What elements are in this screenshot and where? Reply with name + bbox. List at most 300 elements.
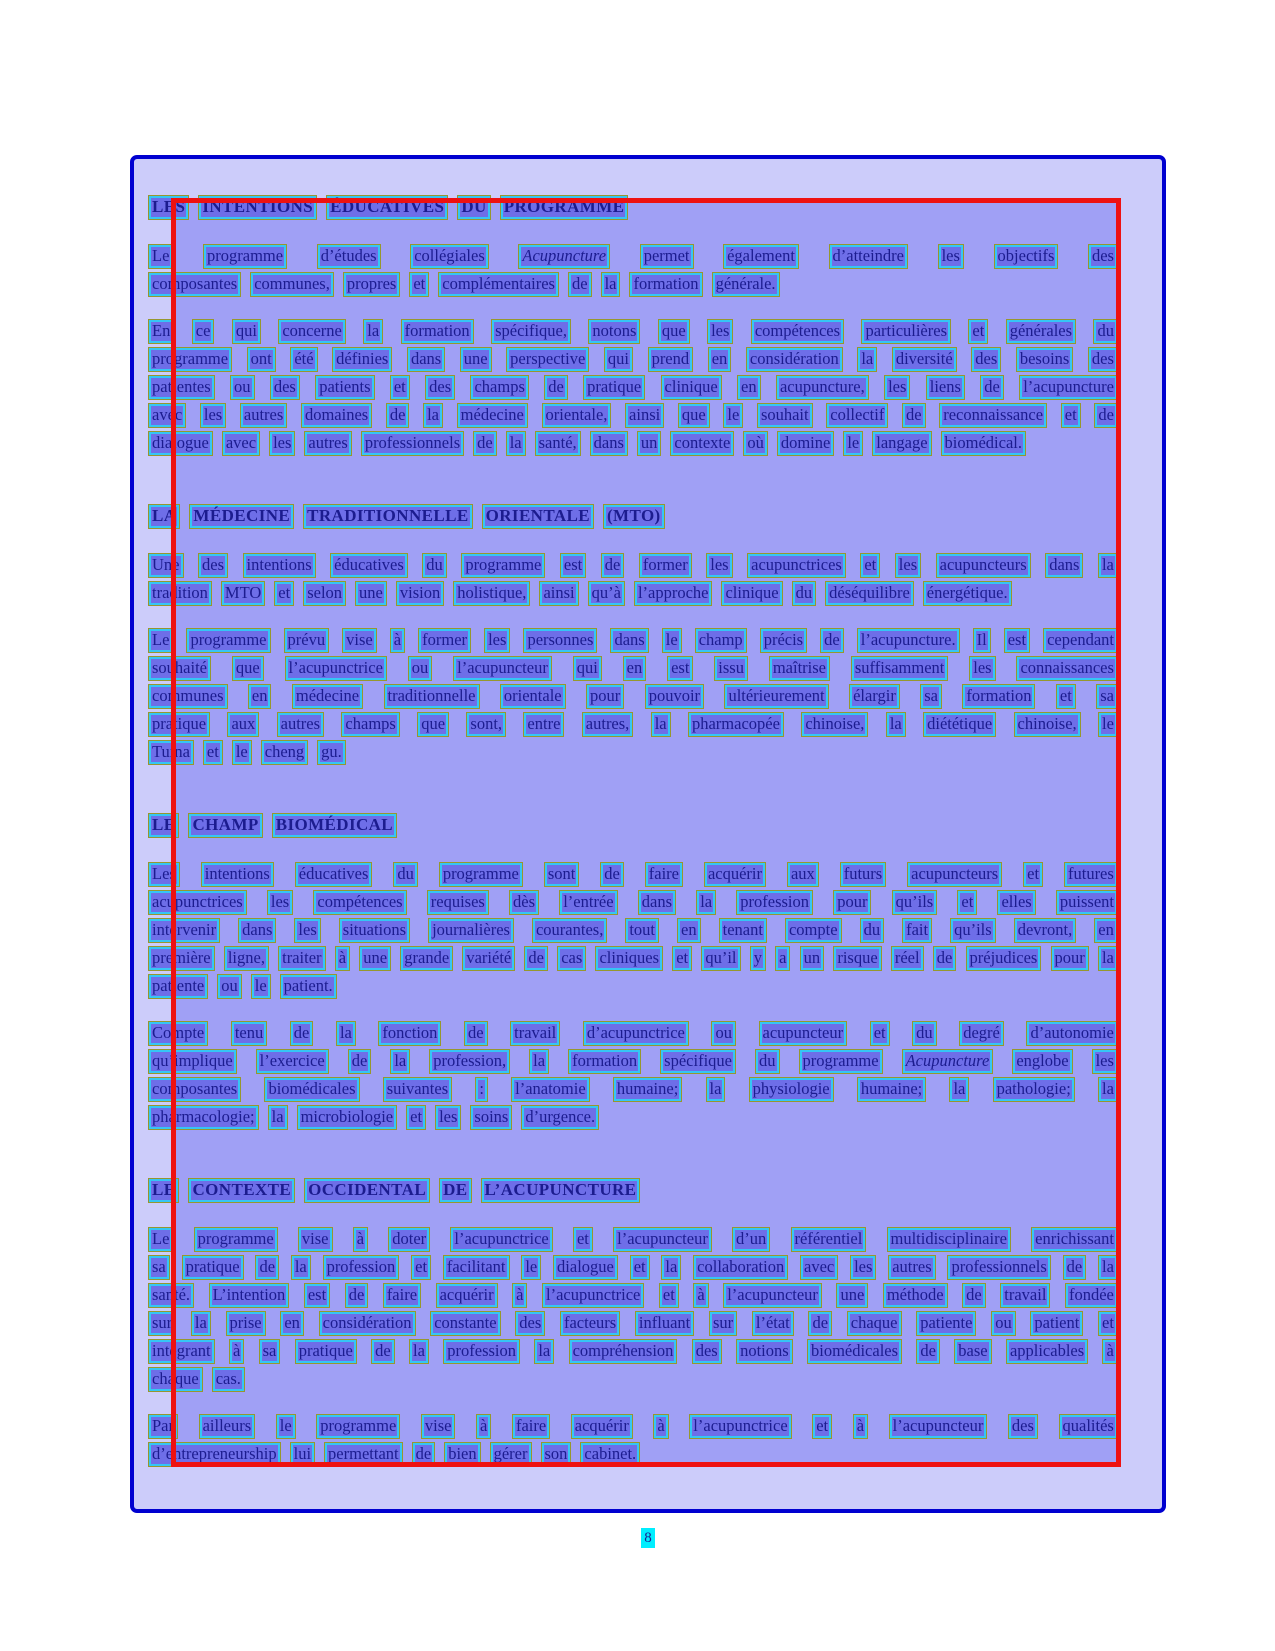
- ocr-word-box: profession: [443, 1339, 520, 1364]
- ocr-word-box: communes: [148, 684, 228, 709]
- ocr-word-box: domine: [777, 431, 835, 456]
- ocr-word-box: orientale: [500, 684, 566, 709]
- ocr-word-box: biomédicales: [264, 1077, 359, 1102]
- ocr-word-box: à: [229, 1339, 244, 1364]
- ocr-word-box: selon: [303, 581, 346, 606]
- ocr-word-box: l’acupunctrice: [450, 1227, 552, 1252]
- ocr-word-box: la: [191, 1311, 211, 1336]
- ocr-word-box: précis: [760, 628, 807, 653]
- ocr-word-box: les: [884, 375, 910, 400]
- ocr-word-box: une: [355, 581, 387, 606]
- ocr-word-box: propres: [343, 272, 400, 297]
- ocr-word-box: ou: [408, 656, 433, 681]
- ocr-word-box: clinique: [661, 375, 722, 400]
- ocr-word-box: est: [560, 553, 586, 578]
- ocr-word-box: programme: [799, 1049, 883, 1074]
- ocr-word-box: liens: [926, 375, 965, 400]
- ocr-word-box: les: [484, 628, 510, 653]
- ocr-word-box: son: [541, 1442, 572, 1467]
- ocr-word-box: acupunctrices: [747, 553, 846, 578]
- ocr-word-box: compte: [785, 918, 842, 943]
- ocr-word-box: intégrant: [148, 1339, 215, 1364]
- ocr-word-box: en: [280, 1311, 304, 1336]
- paragraph: [148, 319, 1118, 456]
- ocr-word-box: influant: [635, 1311, 694, 1336]
- ocr-word-box: médecine: [292, 684, 363, 709]
- ocr-word-box: maîtrise: [769, 656, 830, 681]
- ocr-word-box: pharmacopée: [688, 712, 784, 737]
- ocr-word-box: tenant: [719, 918, 767, 943]
- ocr-word-box: dans: [1045, 553, 1083, 578]
- ocr-word-box: de: [980, 375, 1004, 400]
- text-line: [148, 1414, 1118, 1439]
- ocr-word-box: en: [677, 918, 701, 943]
- ocr-word-box: pratique: [295, 1339, 357, 1364]
- ocr-word-box: avec: [800, 1255, 838, 1280]
- ocr-word-box: la: [268, 1105, 288, 1130]
- ocr-word-box: chinoise,: [1014, 712, 1081, 737]
- ocr-word-box: intervenir: [148, 918, 220, 943]
- text-line: [148, 1227, 1118, 1252]
- ocr-word-box: vise: [298, 1227, 333, 1252]
- ocr-word-box: éducatives: [330, 553, 408, 578]
- document-content: [148, 195, 1118, 1470]
- ocr-word-box: éducatives: [295, 862, 373, 887]
- ocr-word-box: de: [412, 1442, 436, 1467]
- ocr-word-box: qu’ils: [892, 890, 938, 915]
- ocr-word-box: acquérir: [571, 1414, 633, 1439]
- ocr-word-box: d’entrepreneurship: [148, 1442, 281, 1467]
- ocr-word-box: les: [850, 1255, 876, 1280]
- ocr-word-box: l’acupunctrice: [542, 1283, 644, 1308]
- ocr-word-box: que: [417, 712, 449, 737]
- ocr-word-box: INTENTIONS: [198, 195, 317, 220]
- ocr-word-box: de: [902, 403, 926, 428]
- ocr-word-box: LA: [148, 504, 180, 529]
- ocr-word-box: et: [390, 375, 410, 400]
- ocr-word-box: la: [1098, 1255, 1118, 1280]
- ocr-word-box: ou: [711, 1021, 736, 1046]
- heading-line: [148, 504, 1118, 529]
- ocr-word-box: sur: [709, 1311, 737, 1336]
- ocr-word-box: d’atteindre: [829, 244, 908, 269]
- text-line: [148, 1105, 1118, 1130]
- ocr-word-box: où: [743, 431, 768, 456]
- ocr-word-box: et: [672, 946, 692, 971]
- ocr-word-box: les: [435, 1105, 461, 1130]
- ocr-word-box: de: [345, 1283, 369, 1308]
- text-line: [148, 1442, 1118, 1467]
- ocr-word-box: le: [1098, 712, 1118, 737]
- text-line: [148, 319, 1118, 344]
- ocr-word-box: holistique,: [453, 581, 530, 606]
- ocr-word-box: entre: [523, 712, 564, 737]
- ocr-word-box: programme: [203, 244, 287, 269]
- ocr-word-box: santé.: [148, 1283, 194, 1308]
- ocr-word-box: qui: [232, 319, 261, 344]
- ocr-word-box: et: [406, 1105, 426, 1130]
- ocr-word-box: grande: [400, 946, 453, 971]
- ocr-word-box: de: [544, 375, 568, 400]
- ocr-word-box: formation: [401, 319, 474, 344]
- ocr-word-box: la: [886, 712, 906, 737]
- ocr-word-box: sa: [1096, 684, 1118, 709]
- ocr-word-box: Compte: [148, 1021, 208, 1046]
- ocr-word-box: compétences: [313, 890, 406, 915]
- ocr-word-box: ou: [991, 1311, 1016, 1336]
- ocr-word-box: L’intention: [209, 1283, 290, 1308]
- ocr-word-box: faire: [383, 1283, 421, 1308]
- ocr-word-box: humaine;: [613, 1077, 682, 1102]
- ocr-word-box: une: [836, 1283, 868, 1308]
- text-line: [148, 581, 1118, 606]
- ocr-word-box: des: [692, 1339, 722, 1364]
- ocr-word-box: à: [1102, 1339, 1117, 1364]
- ocr-word-box: acupuncteurs: [907, 862, 1002, 887]
- ocr-word-box: en: [737, 375, 761, 400]
- ocr-word-box: la: [651, 712, 671, 737]
- ocr-word-box: les: [294, 918, 320, 943]
- ocr-word-box: ont: [247, 347, 276, 372]
- ocr-word-box: l’acupunctrice: [285, 656, 387, 681]
- ocr-word-box: traiter: [278, 946, 325, 971]
- text-line: [148, 1367, 1118, 1392]
- ocr-word-box: avec: [222, 431, 260, 456]
- ocr-word-box: chaque: [847, 1311, 902, 1336]
- ocr-word-box: une: [359, 946, 391, 971]
- ocr-word-box: Le: [148, 244, 173, 269]
- ocr-word-box: à: [512, 1283, 527, 1308]
- text-line: [148, 272, 1118, 297]
- ocr-word-box: du: [422, 553, 447, 578]
- ocr-word-box: former: [418, 628, 471, 653]
- ocr-word-box: cliniques: [595, 946, 663, 971]
- ocr-word-box: communes,: [250, 272, 334, 297]
- paragraph: [148, 553, 1118, 606]
- section-heading: [148, 1178, 1118, 1203]
- ocr-word-box: situations: [339, 918, 410, 943]
- text-line: [148, 740, 1118, 765]
- text-line: [148, 1255, 1118, 1280]
- ocr-word-box: le: [251, 974, 271, 999]
- ocr-word-box: pratique: [148, 712, 210, 737]
- ocr-word-box: dans: [407, 347, 445, 372]
- ocr-word-box: des: [971, 347, 1001, 372]
- ocr-word-box: l’acupunctrice: [689, 1414, 791, 1439]
- ocr-word-box: pouvoir: [645, 684, 704, 709]
- ocr-word-box: intentions: [243, 553, 316, 578]
- ocr-word-box: intentions: [201, 862, 274, 887]
- page-footer: [130, 1528, 1166, 1548]
- ocr-word-box: pharmacologie;: [148, 1105, 259, 1130]
- ocr-word-box: champs: [341, 712, 399, 737]
- ocr-word-box: l’anatomie: [511, 1077, 590, 1102]
- paragraph: [148, 1414, 1118, 1467]
- ocr-word-box: langage: [872, 431, 931, 456]
- ocr-word-box: soins: [470, 1105, 512, 1130]
- ocr-word-box: programme: [148, 347, 232, 372]
- paragraph: [148, 1021, 1118, 1130]
- ocr-word-box: de: [962, 1283, 986, 1308]
- ocr-word-box: sont,: [466, 712, 506, 737]
- ocr-word-box: lui: [290, 1442, 315, 1467]
- ocr-word-box: en: [1094, 918, 1118, 943]
- ocr-word-box: la: [661, 1255, 681, 1280]
- ocr-word-box: constante: [430, 1311, 500, 1336]
- ocr-word-box: cependant: [1043, 628, 1118, 653]
- ocr-word-box: tenu: [231, 1021, 267, 1046]
- ocr-word-box: contexte: [670, 431, 734, 456]
- text-line: [148, 656, 1118, 681]
- text-line: [148, 375, 1118, 400]
- ocr-word-box: la: [336, 1021, 356, 1046]
- ocr-word-box: avec: [148, 403, 186, 428]
- ocr-word-box: PROGRAMME: [500, 195, 629, 220]
- ocr-word-box: du: [1093, 319, 1118, 344]
- ocr-word-box: de: [600, 862, 624, 887]
- ocr-word-box: tradition: [148, 581, 212, 606]
- ocr-word-box: et: [1023, 862, 1043, 887]
- ocr-word-box: définies: [332, 347, 392, 372]
- text-line: [148, 1283, 1118, 1308]
- ocr-word-box: patient: [1030, 1311, 1083, 1336]
- ocr-word-box: patiente: [916, 1311, 976, 1336]
- ocr-word-box: également: [723, 244, 799, 269]
- ocr-word-box: humaine;: [857, 1077, 926, 1102]
- ocr-word-box: (MTO): [603, 504, 665, 529]
- ocr-word-box: biomédical.: [941, 431, 1026, 456]
- ocr-word-box: suivantes: [383, 1077, 452, 1102]
- ocr-word-box: DE: [439, 1178, 471, 1203]
- ocr-word-box: patient.: [280, 974, 337, 999]
- ocr-word-box: du: [755, 1049, 780, 1074]
- ocr-word-box: professionnels: [361, 431, 464, 456]
- ocr-word-box: profession: [736, 890, 813, 915]
- ocr-word-box: cas: [557, 946, 586, 971]
- ocr-word-box: la: [363, 319, 383, 344]
- ocr-word-box: l’acupuncteur: [453, 656, 552, 681]
- ocr-word-box: physiologie: [749, 1077, 834, 1102]
- ocr-word-box: TRADITIONNELLE: [303, 504, 472, 529]
- ocr-word-box: de: [255, 1255, 279, 1280]
- ocr-word-box: MTO: [221, 581, 265, 606]
- ocr-word-box: sont: [544, 862, 580, 887]
- ocr-word-box: biomédicales: [807, 1339, 902, 1364]
- ocr-word-box: sa: [148, 1255, 170, 1280]
- ocr-word-box: la: [409, 1339, 429, 1364]
- document-page: [130, 155, 1166, 1513]
- ocr-word-box: fait: [902, 918, 932, 943]
- ocr-word-box: chinoise,: [801, 712, 868, 737]
- text-line: [148, 553, 1118, 578]
- ocr-word-box: Acupuncture: [902, 1049, 994, 1074]
- ocr-word-box: connaissances: [1016, 656, 1117, 681]
- ocr-word-box: sa: [920, 684, 942, 709]
- ocr-word-box: et: [659, 1283, 679, 1308]
- ocr-word-box: collégiales: [410, 244, 489, 269]
- ocr-word-box: variété: [462, 946, 515, 971]
- ocr-word-box: de: [916, 1339, 940, 1364]
- ocr-word-box: déséquilibre: [825, 581, 914, 606]
- ocr-word-box: qu’implique: [148, 1049, 237, 1074]
- ocr-word-box: ORIENTALE: [482, 504, 594, 529]
- ocr-word-box: programme: [461, 553, 545, 578]
- ocr-word-box: Tuina: [148, 740, 194, 765]
- ocr-word-box: de: [1094, 403, 1118, 428]
- ocr-word-box: la: [1098, 1077, 1118, 1102]
- ocr-word-box: le: [276, 1414, 296, 1439]
- ocr-word-box: la: [291, 1255, 311, 1280]
- ocr-word-box: et: [203, 740, 223, 765]
- ocr-word-box: notons: [588, 319, 640, 344]
- ocr-word-box: fonction: [378, 1021, 441, 1046]
- text-line: [148, 347, 1118, 372]
- ocr-word-box: un: [800, 946, 825, 971]
- ocr-word-box: de: [933, 946, 957, 971]
- ocr-word-box: domaines: [301, 403, 372, 428]
- ocr-word-box: requises: [427, 890, 489, 915]
- text-line: [148, 890, 1118, 915]
- ocr-word-box: première: [148, 946, 215, 971]
- ocr-word-box: vise: [342, 628, 377, 653]
- ocr-word-box: et: [812, 1414, 832, 1439]
- ocr-word-box: travail: [510, 1021, 560, 1046]
- ocr-word-box: facilitant: [443, 1255, 510, 1280]
- ocr-word-box: des: [1088, 244, 1118, 269]
- ocr-word-box: concerne: [278, 319, 346, 344]
- ocr-word-box: de: [464, 1021, 488, 1046]
- ocr-word-box: pour: [586, 684, 624, 709]
- ocr-word-box: clinique: [721, 581, 782, 606]
- ocr-word-box: et: [409, 272, 429, 297]
- ocr-word-box: est: [1004, 628, 1030, 653]
- ocr-word-box: acquérir: [704, 862, 766, 887]
- ocr-word-box: dans: [638, 890, 676, 915]
- ocr-word-box: BIOMÉDICAL: [272, 813, 397, 838]
- text-line: [148, 403, 1118, 428]
- ocr-word-box: de: [1063, 1255, 1087, 1280]
- ocr-word-box: qu’à: [588, 581, 625, 606]
- text-line: [148, 946, 1118, 971]
- ocr-word-box: LE: [148, 1178, 179, 1203]
- ocr-word-box: programme: [194, 1227, 278, 1252]
- section-heading: [148, 195, 1118, 220]
- ocr-word-box: prévu: [284, 628, 330, 653]
- ocr-word-box: santé,: [535, 431, 581, 456]
- ocr-word-box: que: [678, 403, 710, 428]
- ocr-word-box: y: [750, 946, 766, 971]
- ocr-word-box: ailleurs: [199, 1414, 256, 1439]
- ocr-word-box: elles: [997, 890, 1035, 915]
- ocr-word-box: du: [912, 1021, 937, 1046]
- ocr-word-box: qui: [604, 347, 633, 372]
- section-heading: [148, 504, 1118, 529]
- ocr-word-box: ligne,: [224, 946, 269, 971]
- ocr-word-box: l’acupuncture.: [857, 628, 960, 653]
- ocr-word-box: l’état: [752, 1311, 794, 1336]
- text-line: [148, 1021, 1118, 1046]
- heading-line: [148, 195, 1118, 220]
- ocr-word-box: doter: [388, 1227, 430, 1252]
- ocr-word-box: CHAMP: [188, 813, 262, 838]
- ocr-word-box: acupunctrices: [148, 890, 247, 915]
- ocr-word-box: et: [1056, 684, 1076, 709]
- ocr-word-box: diététique: [923, 712, 996, 737]
- ocr-word-box: des: [1008, 1414, 1038, 1439]
- text-line: [148, 918, 1118, 943]
- ocr-word-box: autres: [240, 403, 287, 428]
- ocr-word-box: sur: [148, 1311, 176, 1336]
- ocr-word-box: l’approche: [634, 581, 713, 606]
- ocr-word-box: L’ACUPUNCTURE: [481, 1178, 641, 1203]
- text-line: [148, 1311, 1118, 1336]
- ocr-word-box: pratique: [182, 1255, 244, 1280]
- text-line: [148, 1049, 1118, 1074]
- ocr-word-box: la: [601, 272, 621, 297]
- ocr-word-box: souhait: [757, 403, 813, 428]
- ocr-word-box: des: [198, 553, 228, 578]
- ocr-word-box: englobe: [1012, 1049, 1072, 1074]
- ocr-word-box: les: [938, 244, 964, 269]
- ocr-word-box: qui: [573, 656, 602, 681]
- ocr-word-box: que: [232, 656, 264, 681]
- ocr-word-box: aux: [787, 862, 819, 887]
- ocr-word-box: collectif: [826, 403, 888, 428]
- ocr-word-box: de: [524, 946, 548, 971]
- ocr-word-box: formation: [629, 272, 702, 297]
- ocr-word-box: traditionnelle: [384, 684, 480, 709]
- ocr-word-box: sa: [259, 1339, 281, 1364]
- ocr-word-box: à: [353, 1227, 368, 1252]
- ocr-word-box: de: [386, 403, 410, 428]
- ocr-word-box: et: [957, 890, 977, 915]
- heading-line: [148, 1178, 1118, 1203]
- ocr-word-box: de: [371, 1339, 395, 1364]
- ocr-word-box: profession,: [429, 1049, 510, 1074]
- paragraph: [148, 628, 1118, 765]
- ocr-word-box: pour: [1051, 946, 1089, 971]
- ocr-word-box: et: [860, 553, 880, 578]
- text-line: [148, 712, 1118, 737]
- ocr-word-box: du: [393, 862, 418, 887]
- ocr-word-box: et: [630, 1255, 650, 1280]
- ocr-word-box: applicables: [1006, 1339, 1088, 1364]
- ocr-word-box: pour: [833, 890, 871, 915]
- ocr-word-box: tout: [625, 918, 659, 943]
- ocr-word-box: et: [274, 581, 294, 606]
- ocr-word-box: à: [653, 1414, 668, 1439]
- ocr-word-box: et: [573, 1227, 593, 1252]
- paragraph: [148, 862, 1118, 999]
- ocr-word-box: les: [895, 553, 921, 578]
- ocr-word-box: Une: [148, 553, 184, 578]
- ocr-word-box: est: [667, 656, 693, 681]
- ocr-word-box: ainsi: [539, 581, 578, 606]
- heading-line: [148, 813, 1118, 838]
- ocr-word-box: dans: [610, 628, 648, 653]
- ocr-word-box: reconnaissance: [939, 403, 1047, 428]
- ocr-word-box: futures: [1064, 862, 1118, 887]
- ocr-word-box: élargir: [849, 684, 900, 709]
- ocr-word-box: la: [423, 403, 443, 428]
- ocr-word-box: MÉDECINE: [189, 504, 294, 529]
- ocr-word-box: ou: [230, 375, 255, 400]
- ocr-word-box: que: [658, 319, 690, 344]
- ocr-word-box: autres: [304, 431, 351, 456]
- ocr-word-box: de: [473, 431, 497, 456]
- ocr-word-box: les: [200, 403, 226, 428]
- ocr-word-box: perspective: [506, 347, 589, 372]
